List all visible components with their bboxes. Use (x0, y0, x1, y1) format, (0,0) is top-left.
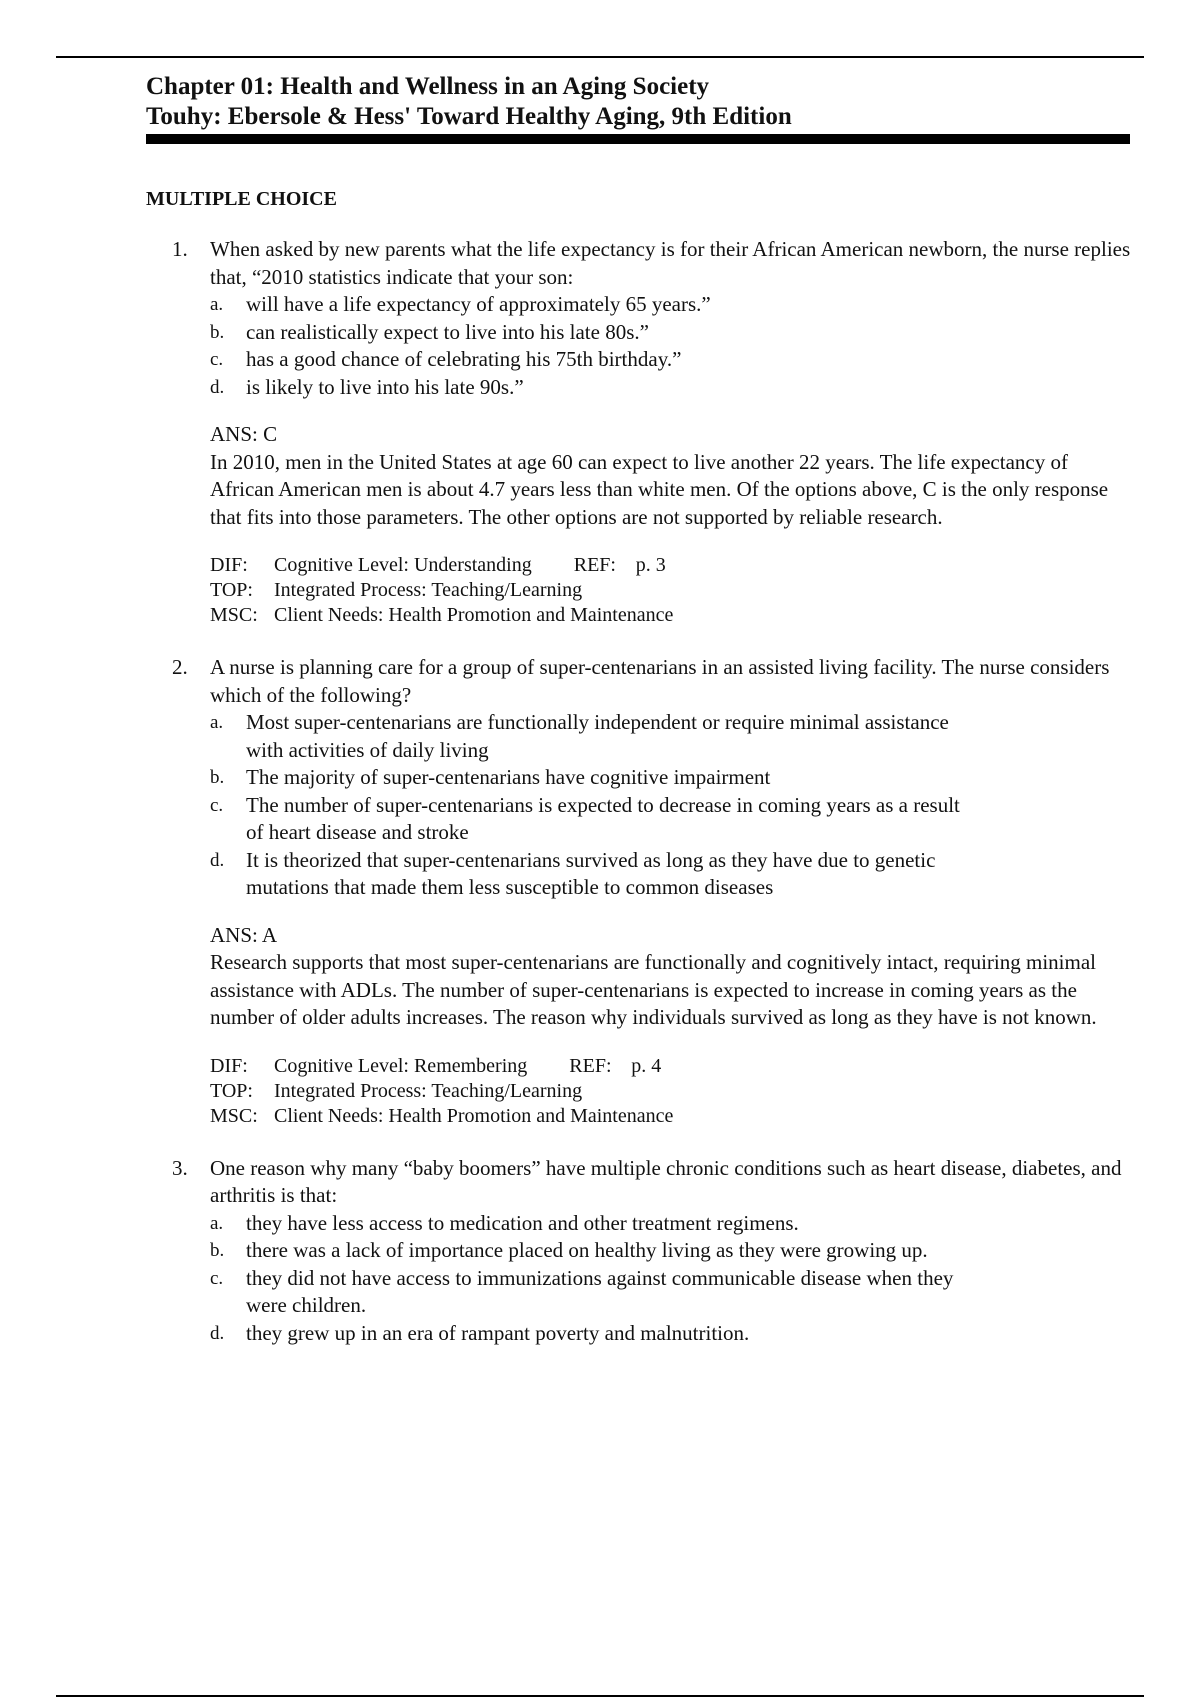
question-3 (146, 1155, 1136, 1348)
question-1 (146, 236, 1136, 628)
answer-options (210, 1210, 1136, 1348)
section-title: MULTIPLE CHOICE (146, 188, 337, 210)
option-c (210, 346, 1136, 374)
page-top-rule (56, 56, 1144, 58)
option-a (210, 709, 1136, 764)
option-b (210, 319, 1136, 347)
rationale: Research supports that most super-centenarians are functionally and cognitively intact, requiring minimal assistance with ADLs. The number of super-centenarians is expected to increase in coming years as the number of older adults increases. The reason why individuals survived as long as they have is not known. (210, 950, 1097, 1029)
option-text: they have less access to medication and other treatment regimens. (246, 1210, 799, 1235)
option-letter: d. (210, 1322, 225, 1344)
meta-dif-row (210, 553, 1136, 578)
meta-key: DIF: (210, 1054, 248, 1077)
meta-ref (574, 553, 666, 578)
meta-value: Cognitive Level: Remembering (274, 1054, 528, 1077)
option-text: they did not have access to immunizations against communicable disease when they were children. (246, 1265, 954, 1317)
option-text: has a good chance of celebrating his 75th birthday.” (246, 347, 682, 371)
meta-key: MSC: (210, 1104, 258, 1127)
option-letter: a. (210, 712, 224, 733)
meta-value: p. 4 (631, 1054, 662, 1077)
question-stem: When asked by new parents what the life expectancy is for their African American newborn, the nurse replies that, “2010 statistics indicate that your son: (210, 237, 1131, 289)
meta-msc-row (210, 603, 1136, 628)
question-metadata (210, 1054, 1136, 1129)
option-b (210, 1237, 1136, 1265)
document-header (146, 72, 1130, 132)
question-number: 3. (172, 1155, 188, 1180)
option-d (210, 847, 1136, 902)
option-letter: d. (210, 849, 225, 871)
option-b (210, 764, 1136, 792)
meta-top-row (210, 1079, 1136, 1104)
question-spacer (146, 628, 1136, 654)
option-c (210, 792, 1136, 847)
meta-dif-row (210, 1054, 1136, 1079)
answer-key: ANS: C (210, 422, 278, 446)
option-text: It is theorized that super-centenarians survived as long as they have due to genetic mutations that made them less susceptible to common diseases (246, 847, 936, 899)
meta-value: Client Needs: Health Promotion and Maintenance (274, 1104, 674, 1127)
meta-key: DIF: (210, 554, 248, 576)
option-letter: c. (210, 794, 224, 816)
question-2 (146, 654, 1136, 1129)
meta-key: REF: (569, 1054, 612, 1077)
meta-key: REF: (573, 554, 616, 576)
question-spacer (146, 1129, 1136, 1155)
option-d (210, 374, 1136, 402)
meta-value: p. 3 (635, 554, 666, 576)
option-c (210, 1265, 1136, 1320)
option-letter: a. (210, 1212, 224, 1234)
option-text: is likely to live into his late 90s.” (246, 374, 524, 399)
meta-key: TOP: (210, 579, 253, 601)
question-metadata (210, 553, 1136, 628)
option-letter: c. (210, 1267, 224, 1289)
meta-msc-row (210, 1104, 1136, 1129)
chapter-title: Chapter 01: Health and Wellness in an Aging Society (146, 73, 710, 100)
option-a (210, 291, 1136, 319)
option-letter: b. (210, 1240, 225, 1261)
rationale: In 2010, men in the United States at age 60 can expect to live another 22 years. The life expectancy of African American men is about 4.7 years less than white men. Of the options above, C is the only response that fits into those parameters. The other options are not supported by reliable research. (210, 449, 1109, 529)
option-text: Most super-centenarians are functionally independent or require minimal assistance with activities of daily living (246, 710, 949, 762)
question-list (146, 236, 1136, 1347)
option-letter: a. (210, 294, 224, 315)
question-stem: One reason why many “baby boomers” have multiple chronic conditions such as heart disease, diabetes, and arthritis is that: (210, 1155, 1122, 1207)
option-text: will have a life expectancy of approximately 65 years.” (246, 292, 711, 316)
question-number: 2. (172, 655, 188, 679)
option-letter: b. (210, 321, 225, 343)
meta-key: MSC: (210, 604, 258, 626)
answer-key: ANS: A (210, 922, 278, 947)
option-text: The number of super-centenarians is expected to decrease in coming years as a result of heart disease and stroke (246, 792, 960, 844)
meta-value: Cognitive Level: Understanding (274, 554, 532, 576)
option-text: The majority of super-centenarians have cognitive impairment (246, 765, 771, 789)
meta-top-row (210, 578, 1136, 603)
option-letter: b. (210, 767, 225, 788)
option-text: there was a lack of importance placed on healthy living as they were growing up. (246, 1238, 928, 1262)
option-letter: d. (210, 376, 225, 398)
answer-options (210, 709, 1136, 902)
option-text: they grew up in an era of rampant poverty and malnutrition. (246, 1320, 750, 1345)
meta-key: TOP: (210, 1079, 253, 1102)
question-number: 1. (172, 237, 188, 261)
option-a (210, 1210, 1136, 1238)
meta-value: Client Needs: Health Promotion and Maintenance (274, 604, 674, 626)
meta-value: Integrated Process: Teaching/Learning (274, 1079, 583, 1102)
option-d (210, 1320, 1136, 1348)
question-stem: A nurse is planning care for a group of super-centenarians in an assisted living facility. The nurse considers which of the following? (210, 655, 1110, 707)
book-title: Touhy: Ebersole & Hess' Toward Healthy Aging, 9th Edition (146, 103, 792, 130)
answer-options (210, 291, 1136, 401)
meta-value: Integrated Process: Teaching/Learning (274, 579, 583, 601)
option-text: can realistically expect to live into his late 80s.” (246, 319, 649, 344)
header-rule (146, 134, 1130, 144)
meta-ref (569, 1054, 661, 1079)
page-bottom-rule (56, 1695, 1144, 1697)
option-letter: c. (210, 349, 224, 370)
